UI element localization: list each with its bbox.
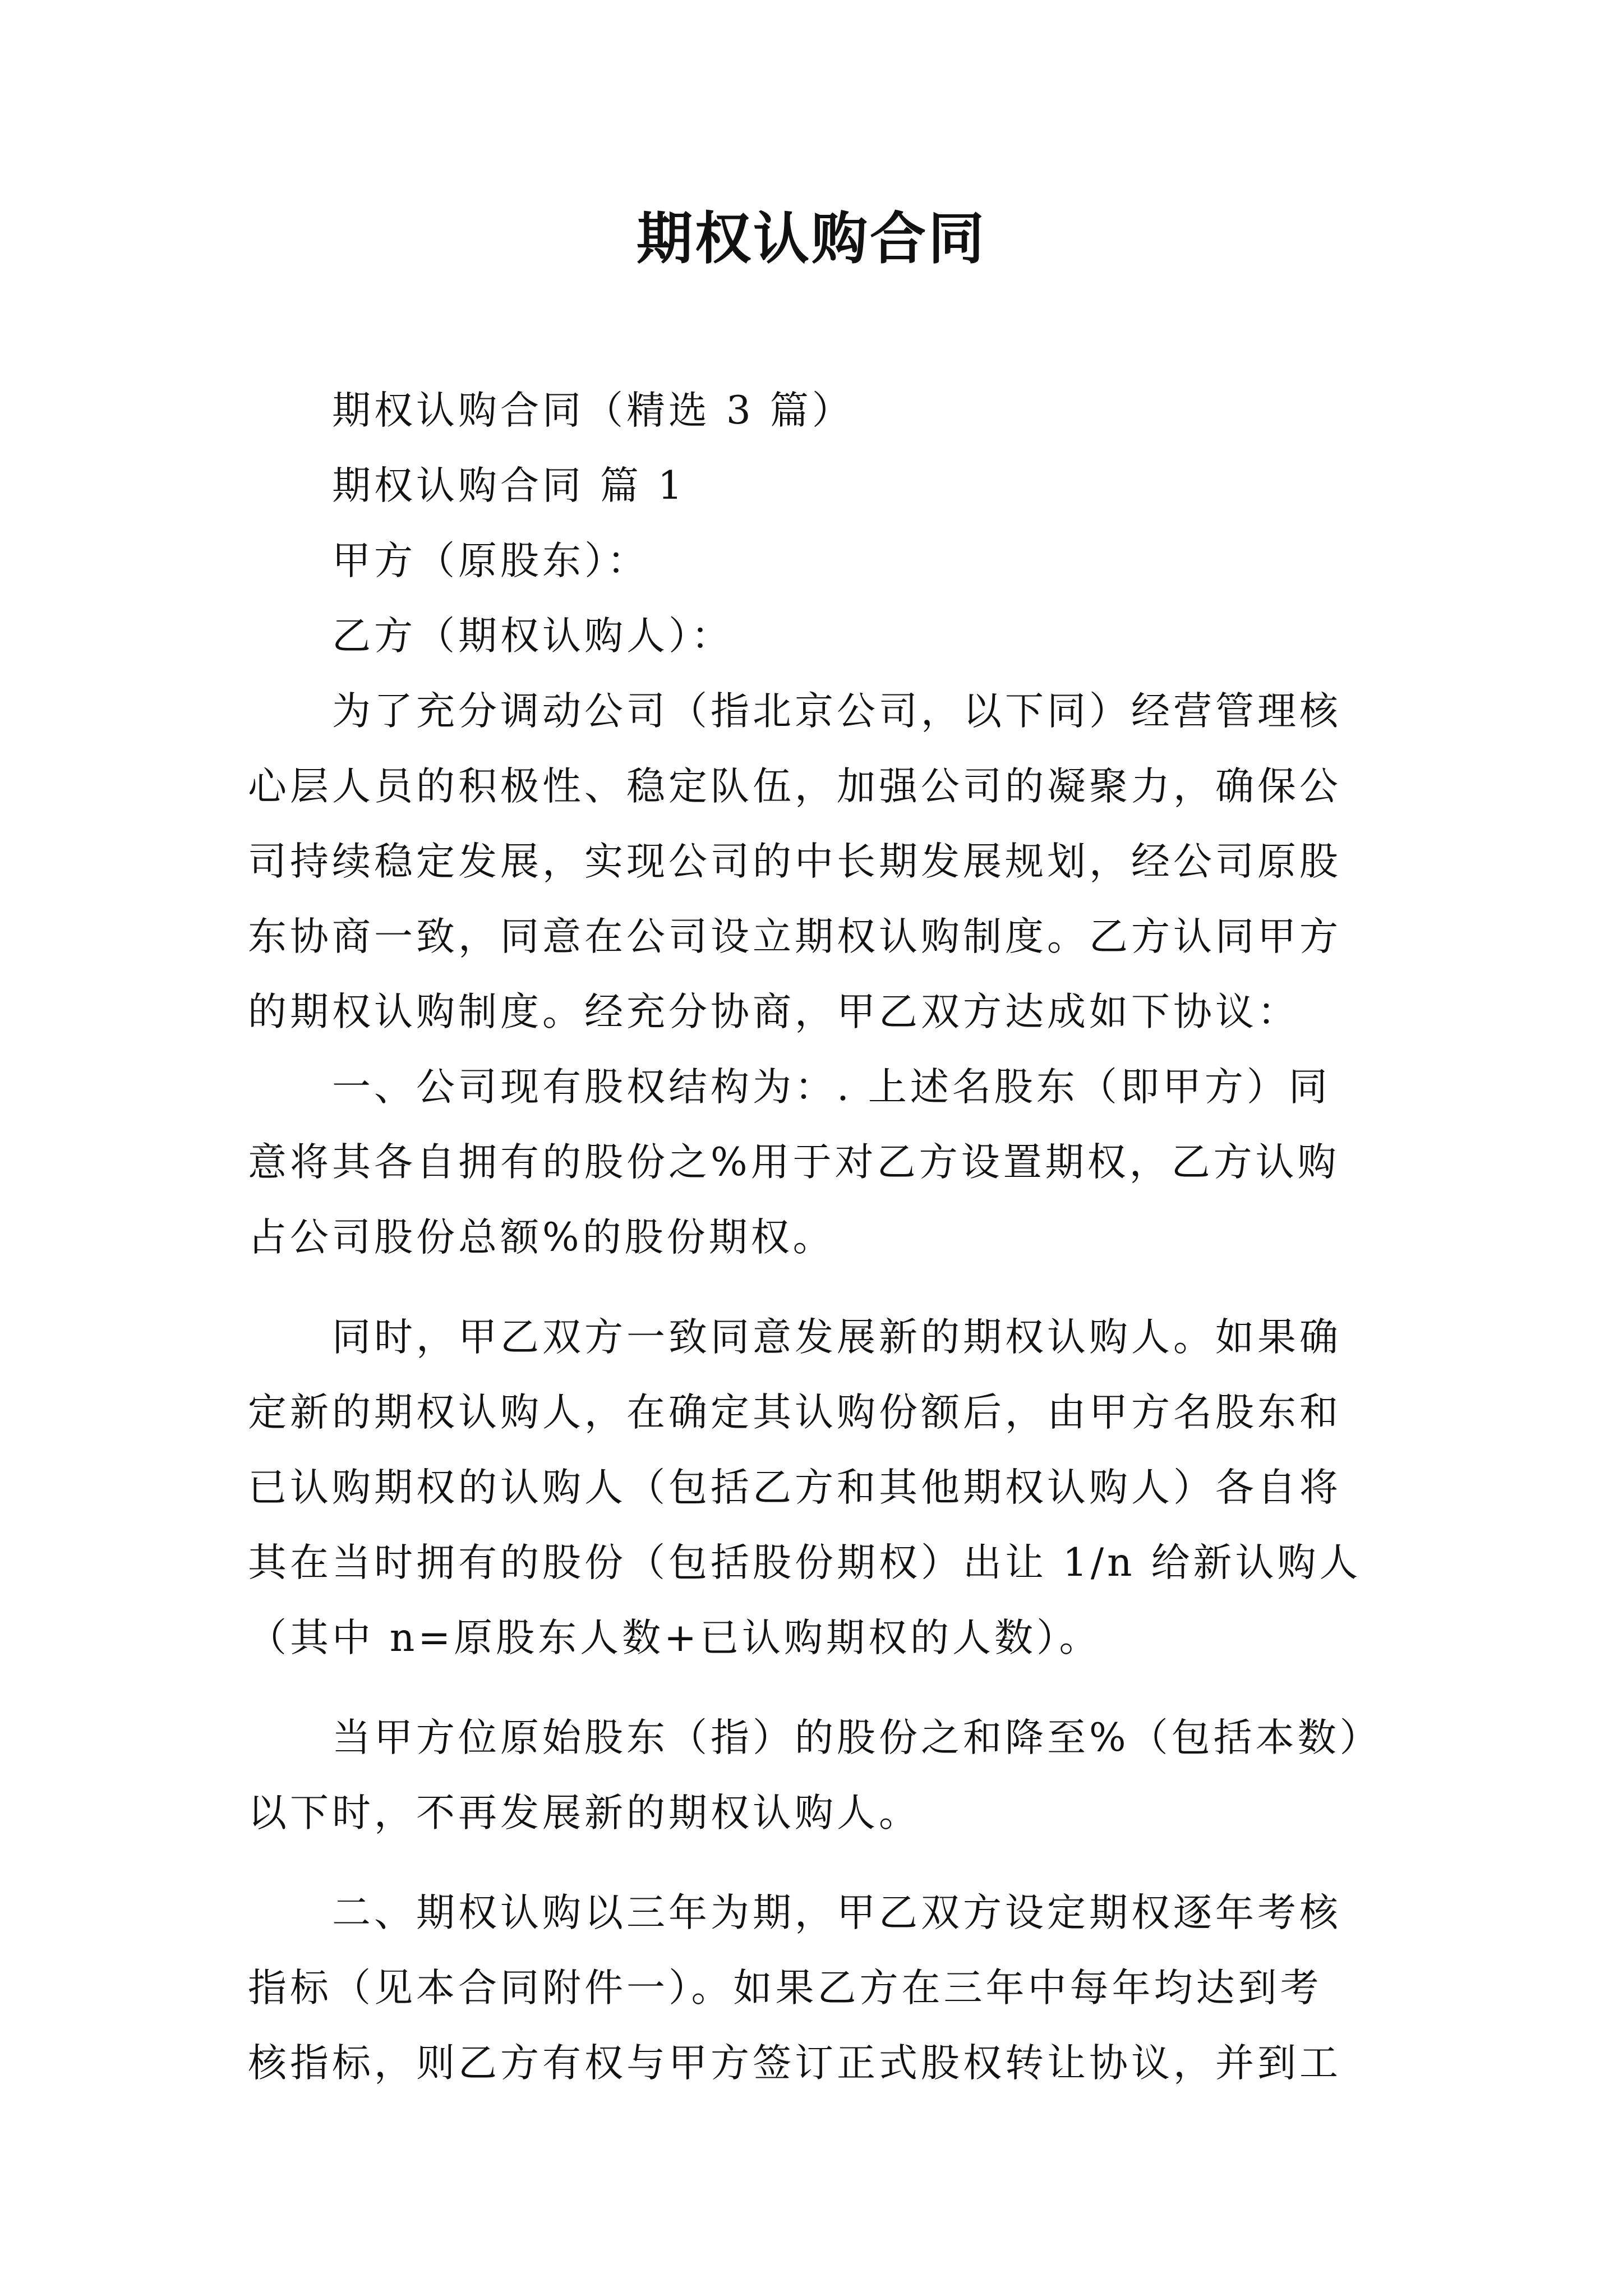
paragraph-line: 核指标，则乙方有权与甲方签订正式股权转让协议，并到工 <box>248 2041 1341 2086</box>
paragraph-line: 其在当时拥有的股份（包括股份期权）出让 1/n 给新认购人 <box>248 1540 1362 1585</box>
paragraph-line: 占公司股份总额%的股份期权。 <box>248 1215 835 1260</box>
subtitle-line: 期权认购合同（精选 3 篇） <box>332 388 854 433</box>
paragraph-line: 定新的期权认购人，在确定其认购份额后，由甲方名股东和 <box>248 1390 1341 1435</box>
paragraph-line: 为了充分调动公司（指北京公司，以下同）经营管理核 <box>332 689 1341 734</box>
document-title: 期权认购合同 <box>637 205 986 272</box>
paragraph-line: 的期权认购制度。经充分协商，甲乙双方达成如下协议： <box>248 990 1299 1034</box>
paragraph-line: 二、期权认购以三年为期，甲乙双方设定期权逐年考核 <box>332 1890 1341 1935</box>
paragraph-line: 意将其各自拥有的股份之%用于对乙方设置期权，乙方认购 <box>248 1140 1340 1185</box>
paragraph-line: 司持续稳定发展，实现公司的中长期发展规划，经公司原股 <box>248 839 1341 884</box>
document-body <box>248 373 1381 2101</box>
paragraph-line: 心层人员的积极性、稳定队伍，加强公司的凝聚力，确保公 <box>248 764 1341 809</box>
paragraph-line: 一、公司现有股权结构为：. 上述名股东（即甲方）同 <box>332 1065 1331 1110</box>
section-heading: 期权认购合同 篇 1 <box>332 463 686 508</box>
paragraph-line: 同时，甲乙双方一致同意发展新的期权认购人。如果确 <box>332 1315 1341 1360</box>
paragraph-line: 东协商一致，同意在公司设立期权认购制度。乙方认同甲方 <box>248 914 1341 959</box>
paragraph-line: 当甲方位原始股东（指）的股份之和降至%（包括本数） <box>332 1715 1382 1760</box>
paragraph-line: 指标（见本合同附件一）。如果乙方在三年中每年均达到考 <box>248 1966 1322 2010</box>
paragraph-line: （其中 n=原股东人数+已认购期权的人数）。 <box>248 1616 1101 1660</box>
paragraph-line: 以下时，不再发展新的期权认购人。 <box>248 1791 921 1835</box>
paragraph-line: 已认购期权的认购人（包括乙方和其他期权认购人）各自将 <box>248 1465 1341 1510</box>
party-b-line: 乙方（期权认购人）： <box>332 614 734 659</box>
party-a-line: 甲方（原股东）： <box>332 539 649 583</box>
